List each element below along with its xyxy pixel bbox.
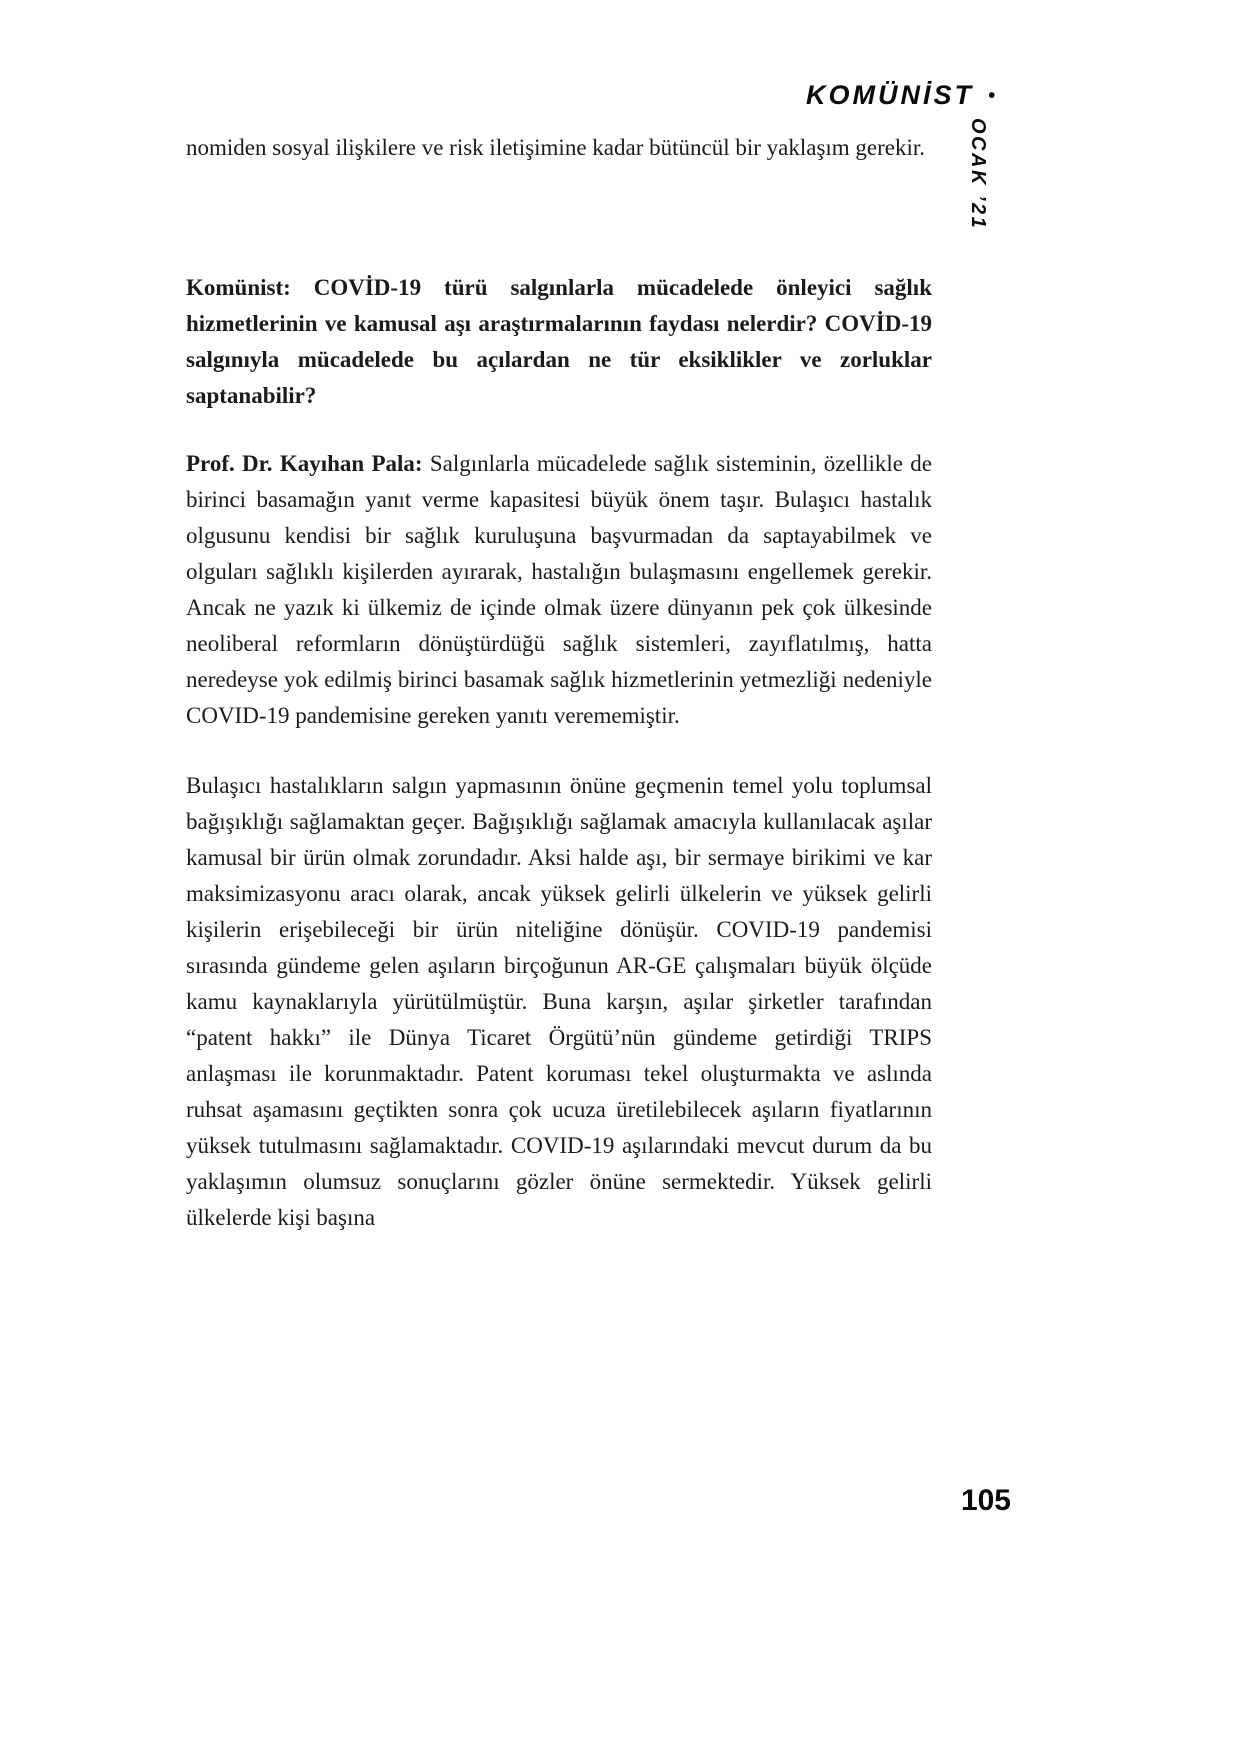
interview-answer xyxy=(186,446,932,734)
article-body xyxy=(186,130,932,1236)
interview-question: Komünist: COVİD-19 türü salgınlarla mücadelede önleyici sağlık hizmetlerinin ve kamusal aşı araştırmalarının faydası nelerdir? COVİD-19 salgınıyla mücadelede bu açılardan ne tür eksiklikler ve zorluklar saptanabilir? xyxy=(186,275,932,408)
paragraph-continuation: nomiden sosyal ilişkilere ve risk iletişimine kadar bütüncül bir yaklaşım gerekir. xyxy=(186,135,926,160)
body-paragraph: Bulaşıcı hastalıkların salgın yapmasının önüne geçmenin temel yolu toplumsal bağışıklığı sağlamaktan geçer. Bağışıklığı sağlamak amacıyla kullanılacak aşılar kamusal bir ürün olmak zorundadır. Aksi halde aşı, bir sermaye birikimi ve kar maksimizasyonu aracı olarak, ancak yüksek gelirli ülkelerin ve yüksek gelirli kişilerin erişebileceği bir ürün niteliğine dönüşür. COVID-19 pandemisi sırasında gündeme gelen aşıların birçoğunun AR-GE çalışmaları büyük ölçüde kamu kaynaklarıyla yürütülmüştür. Buna karşın, aşılar şirketler tarafından “patent hakkı” ile Dünya Ticaret Örgütü’nün gündeme getirdiği TRIPS anlaşması ile korunmaktadır. Patent koruması tekel oluşturmakta ve aslında ruhsat aşamasını geçtikten sonra çok ucuza üretilebilecek aşıların fiyatlarının yüksek tutulmasını sağlamaktadır. COVID-19 aşılarındaki mevcut durum da bu yaklaşımın olumsuz sonuçlarını gözler önüne sermektedir. Yüksek gelirli ülkelerde kişi başına xyxy=(186,773,932,1230)
speaker-name: Prof. Dr. Kayıhan Pala: xyxy=(186,451,423,476)
magazine-title: KOMÜNİST xyxy=(805,80,974,110)
page-header xyxy=(806,80,995,111)
page-number: 105 xyxy=(960,1484,1011,1517)
bullet-icon: • xyxy=(987,85,995,107)
answer-text: Salgınlarla mücadelede sağlık sisteminin, özellikle de birinci basamağın yanıt verme kapasitesi büyük önem taşır. Bulaşıcı hastalık olgusunu kendisi bir sağlık kuruluşuna başvurmadan da saptayabilmek ve olguları sağlıklı kişilerden ayırarak, hastalığın bulaşmasını engellemek gerekir. Ancak ne yazık ki ülkemiz de içinde olmak üzere dünyanın pek çok ülkesinde neoliberal reformların dönüştürdüğü sağlık sistemleri, zayıflatılmış, hatta neredeyse yok edilmiş birinci basamak sağlık hizmetlerinin yetmezliği nedeniyle COVID-19 pandemisine gereken yanıtı verememiştir. xyxy=(186,451,933,728)
issue-date: OCAK ’21 xyxy=(967,118,989,231)
